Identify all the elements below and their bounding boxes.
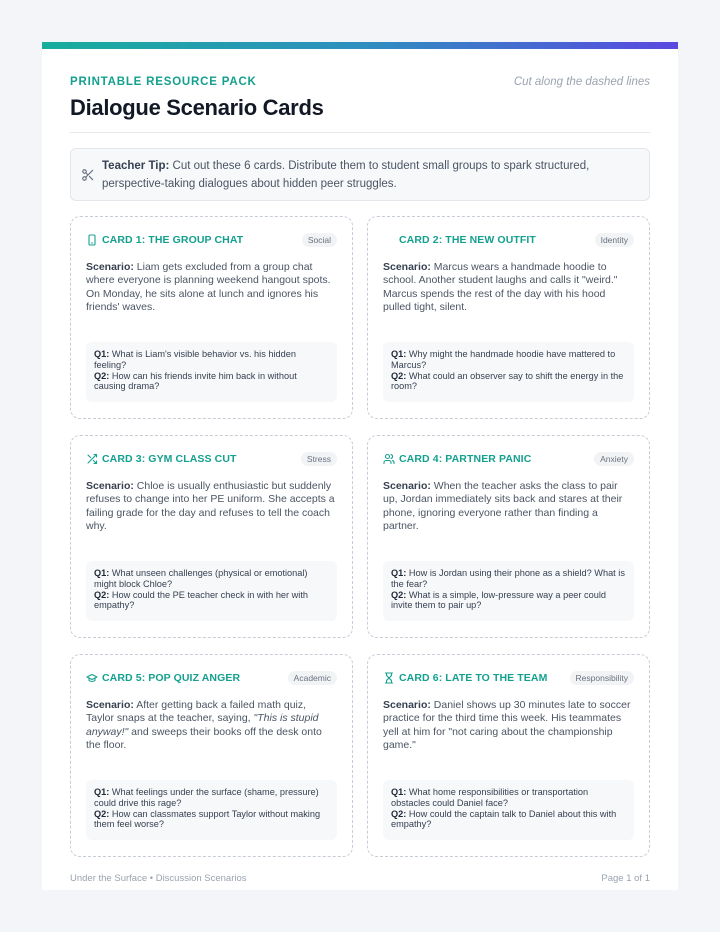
scenario-card-6 <box>367 654 650 857</box>
category-badge: Academic <box>288 671 337 685</box>
scenario-body: When the teacher asks the class to pair up, Jordan immediately sits back and stares at their phone, ignoring everyone rather than finding a partner. <box>383 480 623 532</box>
shuffle-icon <box>86 453 98 465</box>
question-2 <box>391 590 626 612</box>
phone-icon <box>86 234 98 246</box>
scenario-body: Marcus wears a handmade hoodie to school. Another student laughs and calls it "weird." Marcus spends the rest of the day with his hood pulled tight, silent. <box>383 261 618 313</box>
scenario-body-end: and sweeps their books off the desk onto the floor. <box>86 725 322 751</box>
q1-text: What unseen challenges (physical or emotional) might block Chloe? <box>94 568 308 589</box>
category-badge: Identity <box>595 233 634 247</box>
q2-text: How can classmates support Taylor without making them feel worse? <box>94 808 321 830</box>
question-2 <box>94 590 329 612</box>
card-header <box>383 233 634 249</box>
scenario-text <box>86 261 336 314</box>
scenario-body: After getting back a failed math quiz, Taylor snaps at the teacher, saying, <box>86 699 307 725</box>
card-header <box>86 452 337 468</box>
scenario-card-2 <box>367 216 650 419</box>
q1-text: Why might the handmade hoodie have mattered to Marcus? <box>391 349 616 370</box>
q1-label: Q1: <box>94 568 110 578</box>
scenario-card-3 <box>70 435 353 638</box>
scenario-body: Liam gets excluded from a group chat where everyone is planning weekend hangout spots. On Monday, he sits alone at lunch and ignores his friends' waves. <box>86 261 331 313</box>
scenario-card-5 <box>70 654 353 857</box>
scenario-quote: "This is stupid anyway!" <box>86 712 319 738</box>
question-box <box>383 780 634 840</box>
cut-hint: Cut along the dashed lines <box>513 76 650 88</box>
question-1 <box>391 349 626 371</box>
question-box <box>86 780 337 840</box>
hourglass-icon <box>383 672 395 684</box>
q2-text: How could the PE teacher check in with her with empathy? <box>94 589 308 611</box>
scenario-body: Chloe is usually enthusiastic but suddenly refuses to change into her PE uniform. She accepts a failing grade for the day and refuses to tell the coach why. <box>86 480 335 532</box>
graduation-cap-icon <box>86 672 98 684</box>
card-header <box>383 671 634 687</box>
scenario-body: Daniel shows up 30 minutes late to soccer practice for the third time this week. His teammates yell at him for "not caring about the championship game." <box>383 699 631 751</box>
question-1 <box>94 568 329 590</box>
card-header <box>383 452 634 468</box>
q2-label: Q2: <box>94 589 110 600</box>
accent-bar <box>42 42 678 49</box>
q2-label: Q2: <box>391 808 407 819</box>
q2-text: How could the captain talk to Daniel about this with empathy? <box>391 808 617 830</box>
q2-text: How can his friends invite him back in without causing drama? <box>94 370 297 392</box>
q1-text: How is Jordan using their phone as a shield? What is the fear? <box>391 568 625 589</box>
scenario-text <box>383 261 633 314</box>
question-box <box>86 342 337 402</box>
scenario-text <box>86 480 336 533</box>
q2-text: What is a simple, low-pressure way a peer could invite them to pair up? <box>391 589 606 611</box>
question-2 <box>391 371 626 393</box>
scenario-label: Scenario: <box>86 480 134 492</box>
card-title: CARD 6: LATE TO THE TEAM <box>399 672 548 684</box>
scenario-card-1 <box>70 216 353 419</box>
q1-label: Q1: <box>391 349 407 359</box>
question-1 <box>94 787 329 809</box>
tip-label: Teacher Tip: <box>102 160 170 172</box>
question-2 <box>94 371 329 393</box>
q1-text: What feelings under the surface (shame, pressure) could drive this rage? <box>94 787 319 808</box>
q2-label: Q2: <box>391 589 407 600</box>
category-badge: Responsibility <box>570 671 634 685</box>
card-title: CARD 2: THE NEW OUTFIT <box>399 234 536 246</box>
card-header <box>86 233 337 249</box>
card-title: CARD 5: POP QUIZ ANGER <box>102 672 241 684</box>
scenario-label: Scenario: <box>383 480 431 492</box>
question-box <box>383 342 634 402</box>
card-title: CARD 4: PARTNER PANIC <box>399 453 532 465</box>
scenario-text <box>86 699 336 752</box>
scenario-card-4 <box>367 435 650 638</box>
scenario-label: Scenario: <box>86 699 134 711</box>
q1-label: Q1: <box>391 568 407 578</box>
q2-label: Q2: <box>391 370 407 381</box>
divider <box>70 132 650 133</box>
category-badge: Anxiety <box>594 452 634 466</box>
q2-label: Q2: <box>94 370 110 381</box>
question-1 <box>391 787 626 809</box>
scenario-label: Scenario: <box>383 261 431 273</box>
page-number: Page 1 of 1 <box>601 873 650 884</box>
question-1 <box>391 568 626 590</box>
card-title: CARD 3: GYM CLASS CUT <box>102 453 237 465</box>
question-1 <box>94 349 329 371</box>
tip-text <box>102 158 642 193</box>
scenario-text <box>383 480 633 533</box>
resource-page <box>42 42 678 890</box>
question-box <box>86 561 337 621</box>
page-title: Dialogue Scenario Cards <box>70 95 324 120</box>
teacher-tip <box>70 148 650 201</box>
scenario-text <box>383 699 633 752</box>
scissors-icon <box>81 168 95 182</box>
category-badge: Stress <box>301 452 337 466</box>
card-header <box>86 671 337 687</box>
q1-text: What is Liam's visible behavior vs. his hidden feeling? <box>94 349 296 370</box>
q1-label: Q1: <box>94 787 110 797</box>
users-icon <box>383 453 395 465</box>
question-box <box>383 561 634 621</box>
scenario-label: Scenario: <box>383 699 431 711</box>
footer-left: Under the Surface • Discussion Scenarios <box>70 873 247 884</box>
category-badge: Social <box>302 233 337 247</box>
q1-label: Q1: <box>94 349 110 359</box>
q2-label: Q2: <box>94 808 110 819</box>
tip-body: Cut out these 6 cards. Distribute them to student small groups to spark structured, perspective-taking dialogues about hidden peer struggles. <box>102 160 590 190</box>
question-2 <box>94 809 329 831</box>
q1-label: Q1: <box>391 787 407 797</box>
q1-text: What home responsibilities or transportation obstacles could Daniel face? <box>391 787 589 808</box>
scenario-label: Scenario: <box>86 261 134 273</box>
q2-text: What could an observer say to shift the energy in the room? <box>391 370 624 392</box>
card-title: CARD 1: THE GROUP CHAT <box>102 234 244 246</box>
question-2 <box>391 809 626 831</box>
eyebrow-label: PRINTABLE RESOURCE PACK <box>70 76 257 88</box>
